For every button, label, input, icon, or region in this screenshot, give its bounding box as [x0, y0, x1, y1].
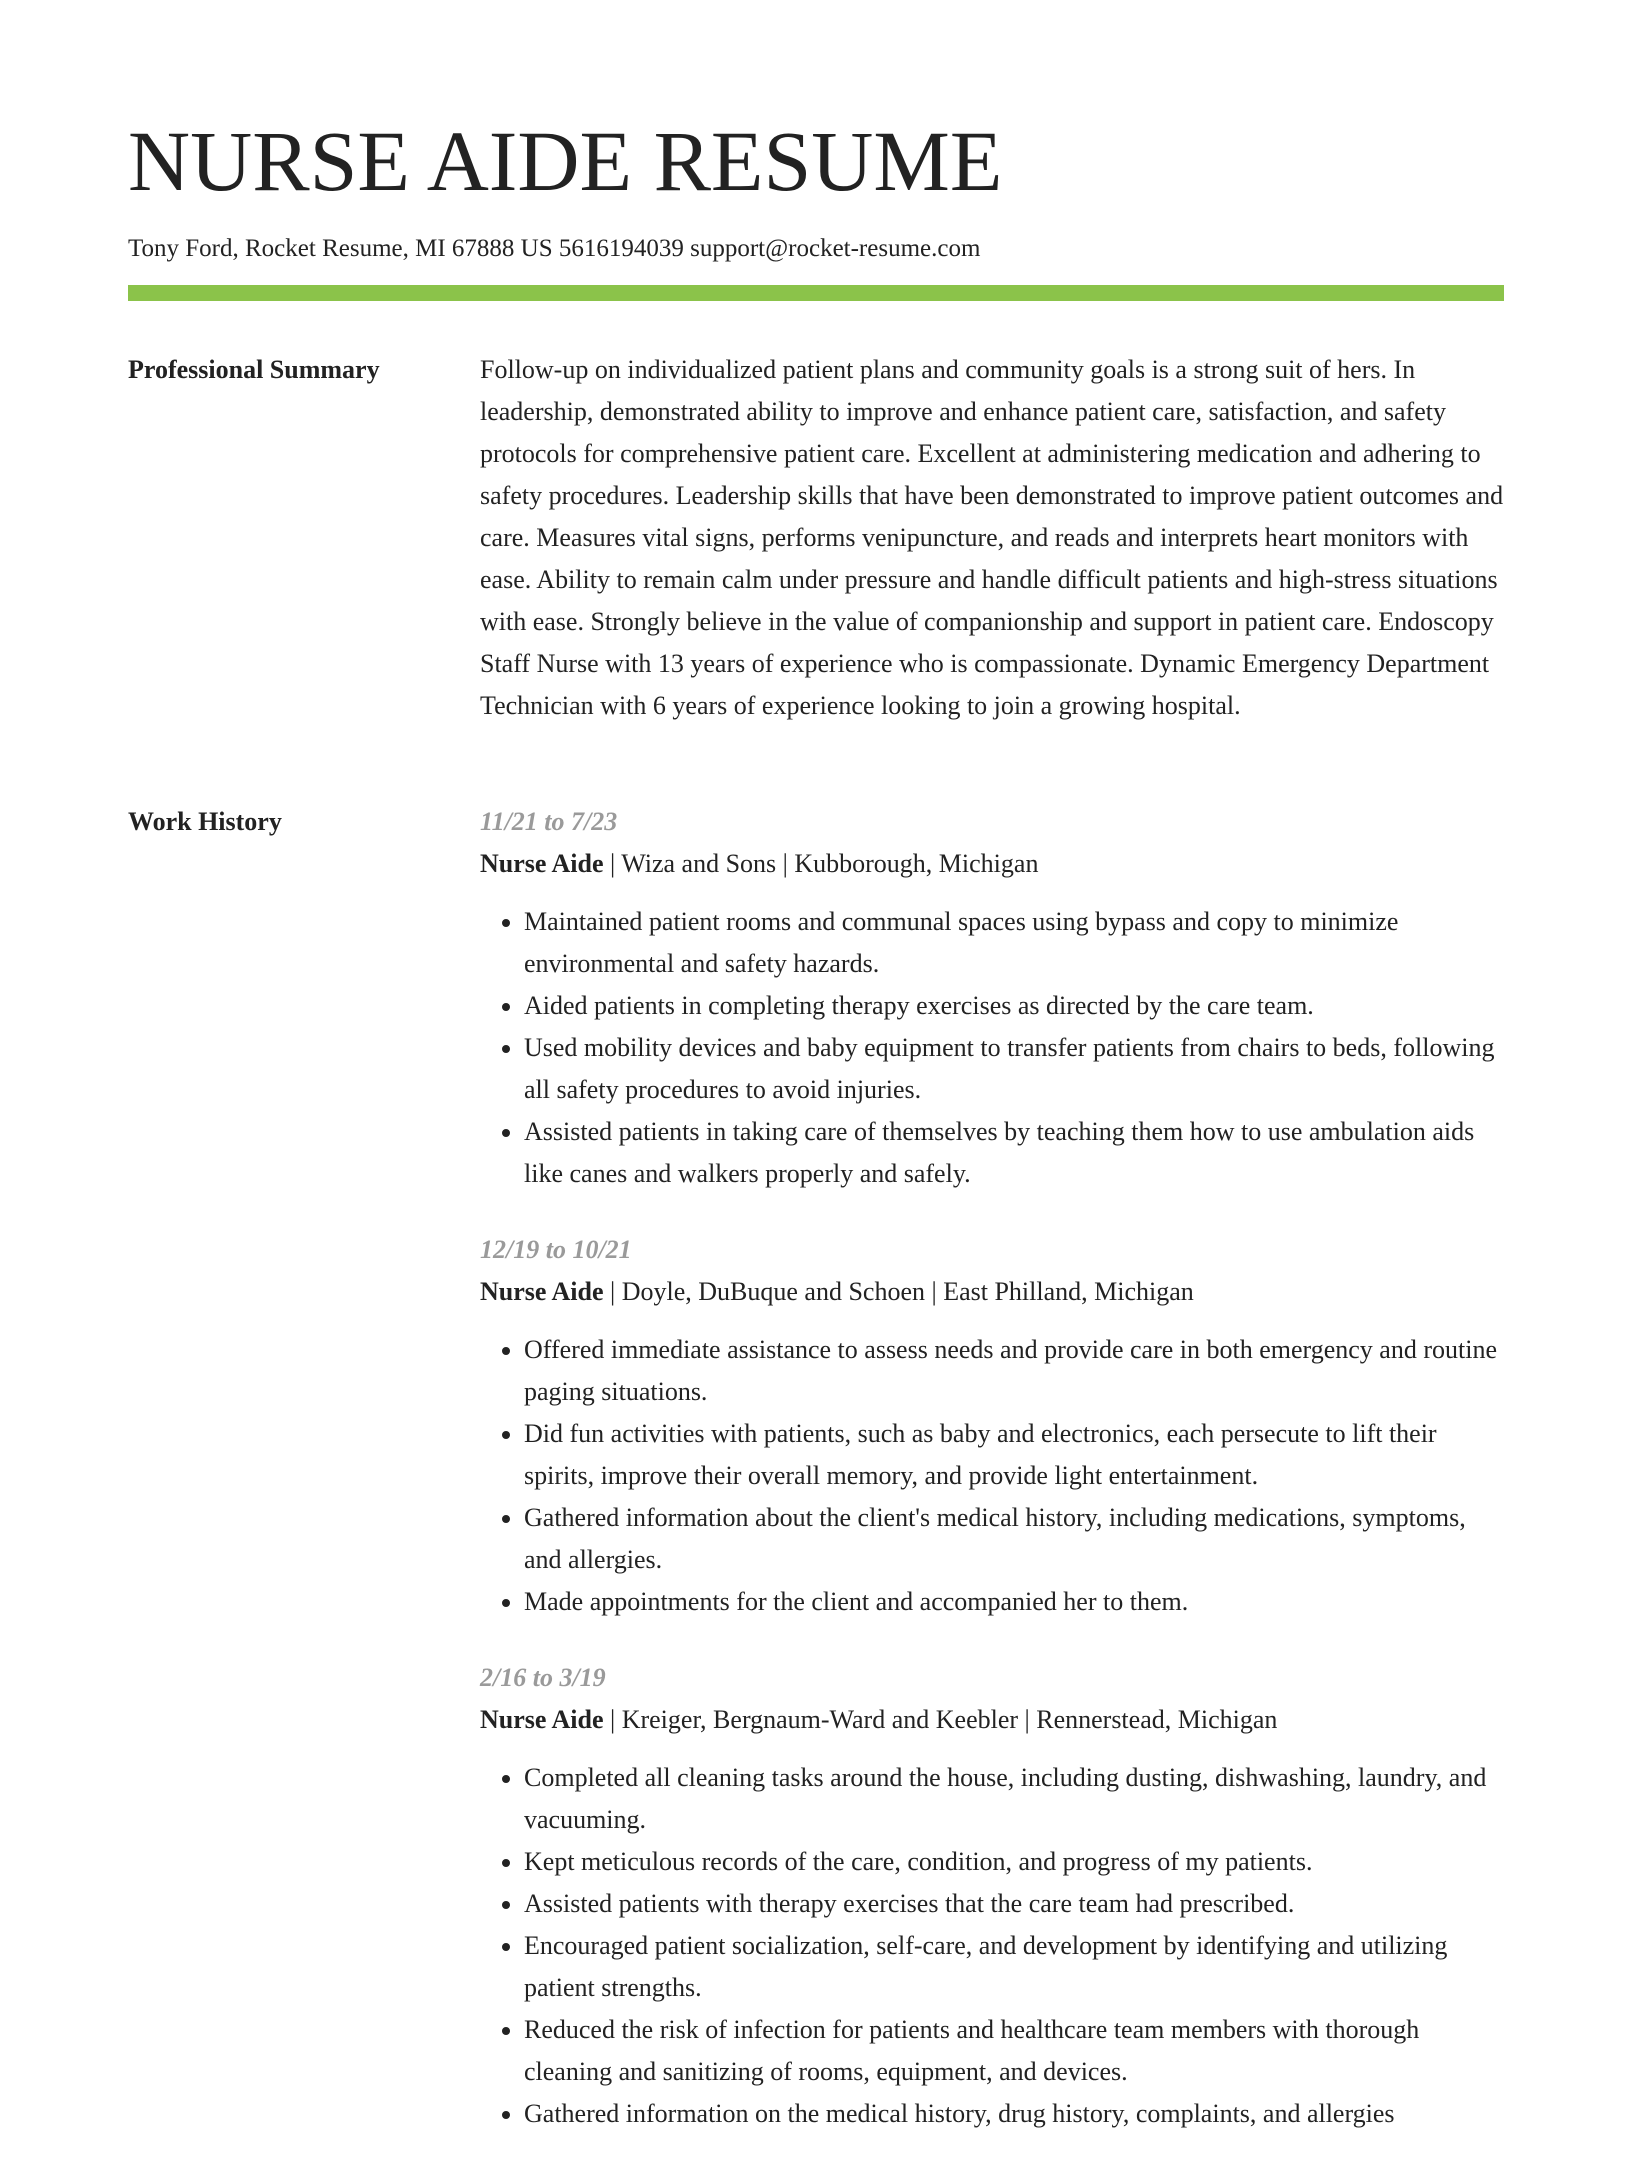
job-bullet: • Gathered information on the medical history, drug history, complaints, and allergies	[524, 2093, 1504, 2135]
work-history-label: Work History	[128, 807, 282, 836]
work-history-body	[480, 801, 1504, 2169]
job-heading	[480, 1271, 1504, 1313]
job-bullet: • Gathered information about the client's medical history, including medications, symptoms, and allergies.	[524, 1497, 1504, 1581]
job-bullet: • Assisted patients in taking care of themselves by teaching them how to use ambulation aids like canes and walkers properly and safely.	[524, 1111, 1504, 1195]
job-entry	[480, 1657, 1504, 2135]
job-bullet: • Reduced the risk of infection for patients and healthcare team members with thorough cleaning and sanitizing of rooms, equipment, and devices.	[524, 2009, 1504, 2093]
job-bullet: • Encouraged patient socialization, self-care, and development by identifying and utilizing patient strengths.	[524, 1925, 1504, 2009]
job-bullet: • Made appointments for the client and accompanied her to them.	[524, 1581, 1504, 1623]
job-employer-location: | Doyle, DuBuque and Schoen | East Philland, Michigan	[603, 1277, 1194, 1306]
job-bullet: • Used mobility devices and baby equipment to transfer patients from chairs to beds, following all safety procedures to avoid injuries.	[524, 1027, 1504, 1111]
job-title: Nurse Aide	[480, 1277, 604, 1306]
job-title: Nurse Aide	[480, 849, 604, 878]
summary-body	[480, 349, 1504, 727]
job-bullet: • Did fun activities with patients, such as baby and electronics, each persecute to lift their spirits, improve their overall memory, and provide light entertainment.	[524, 1413, 1504, 1497]
job-entry	[480, 1229, 1504, 1623]
job-dates: 11/21 to 7/23	[480, 807, 618, 836]
resume-title: NURSE AIDE RESUME	[128, 113, 1003, 209]
job-dates: 12/19 to 10/21	[480, 1235, 632, 1264]
job-bullet-list	[480, 1329, 1504, 1623]
job-bullet: • Offered immediate assistance to assess needs and provide care in both emergency and routine paging situations.	[524, 1329, 1504, 1413]
header-accent-rule	[128, 285, 1504, 301]
job-heading	[480, 843, 1504, 885]
job-bullet-list	[480, 901, 1504, 1195]
job-bullet: • Kept meticulous records of the care, condition, and progress of my patients.	[524, 1841, 1504, 1883]
job-title: Nurse Aide	[480, 1705, 604, 1734]
job-bullet-list	[480, 1757, 1504, 2135]
job-employer-location: | Kreiger, Bergnaum-Ward and Keebler | Rennerstead, Michigan	[603, 1705, 1278, 1734]
job-bullet: • Maintained patient rooms and communal spaces using bypass and copy to minimize environmental and safety hazards.	[524, 901, 1504, 985]
summary-text: Follow-up on individualized patient plans and community goals is a strong suit of hers. In leadership, demonstrated ability to improve and enhance patient care, satisfaction, and safety protocols for comprehensive patient care. Excellent at administering medication and adhering to safety procedures. Leadership skills that have been demonstrated to improve patient outcomes and care. Measures vital signs, performs venipuncture, and reads and interprets heart monitors with ease. Ability to remain calm under pressure and handle difficult patients and high-stress situations with ease. Strongly believe in the value of companionship and support in patient care. Endoscopy Staff Nurse with 13 years of experience who is compassionate. Dynamic Emergency Department Technician with 6 years of experience looking to join a growing hospital.	[480, 355, 1504, 720]
job-employer-location: | Wiza and Sons | Kubborough, Michigan	[603, 849, 1039, 878]
summary-label: Professional Summary	[128, 355, 380, 384]
job-bullet: • Aided patients in completing therapy exercises as directed by the care team.	[524, 985, 1504, 1027]
job-heading	[480, 1699, 1504, 1741]
job-entry	[480, 801, 1504, 1195]
job-bullet: • Completed all cleaning tasks around the house, including dusting, dishwashing, laundry, and vacuuming.	[524, 1757, 1504, 1841]
job-bullet: • Assisted patients with therapy exercises that the care team had prescribed.	[524, 1883, 1504, 1925]
contact-line: Tony Ford, Rocket Resume, MI 67888 US 5616194039 support@rocket-resume.com	[128, 235, 981, 262]
job-dates: 2/16 to 3/19	[480, 1663, 606, 1692]
